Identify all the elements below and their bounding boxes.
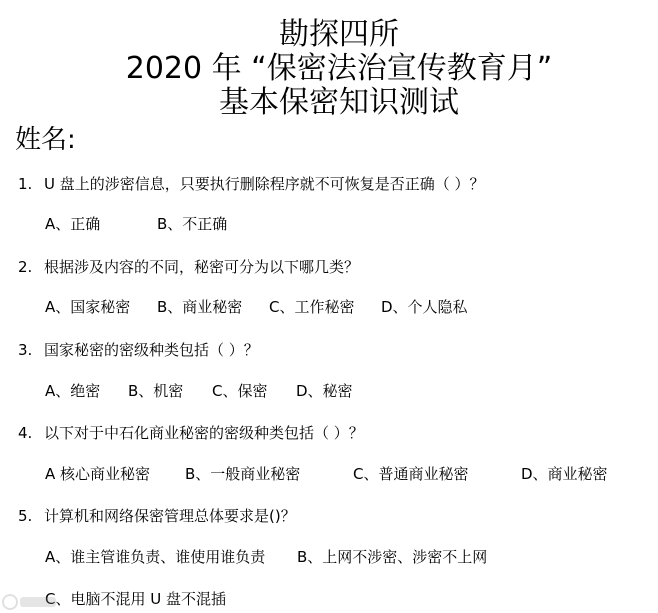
question-4: [18, 423, 364, 443]
watermark-logo: [0, 590, 60, 613]
option: A、绝密: [45, 382, 101, 400]
title-line-3: 基本保密知识测试: [219, 85, 459, 120]
option: C、工作秘密: [269, 298, 355, 316]
option: B、一般商业秘密: [185, 465, 301, 483]
question-3: [18, 340, 259, 360]
question-text: 以下对于中石化商业秘密的密级种类包括（ ）？: [44, 424, 364, 442]
title-line-2: 2020 年 “保密法治宣传教育月”: [125, 51, 553, 86]
option: C、普通商业秘密: [353, 465, 469, 483]
question-number: 2.: [18, 258, 33, 276]
option: A、谁主管谁负责、谁使用谁负责: [45, 548, 266, 566]
option: D、秘密: [296, 382, 353, 400]
option: B、机密: [128, 382, 184, 400]
question-text: 根据涉及内容的不同，秘密可分为以下哪几类？: [44, 258, 360, 276]
question-1: [18, 174, 485, 194]
option: C、电脑不混用 U 盘不混插: [45, 590, 226, 608]
option: A、正确: [45, 215, 101, 233]
question-number: 4.: [18, 424, 33, 442]
option: A、国家秘密: [45, 298, 131, 316]
option: B、商业秘密: [157, 298, 243, 316]
question-number: 5.: [18, 507, 33, 525]
option: D、商业秘密: [521, 465, 608, 483]
option: D、个人隐私: [381, 298, 468, 316]
option: B、不正确: [157, 215, 228, 233]
option: A 核心商业秘密: [45, 465, 151, 483]
option: C、保密: [212, 382, 268, 400]
name-label: 姓名:: [15, 125, 76, 155]
option: B、上网不涉密、涉密不上网: [297, 548, 488, 566]
question-number: 3.: [18, 341, 33, 359]
title-line-1: 勘探四所: [279, 17, 399, 52]
question-5: [18, 506, 296, 526]
question-text: 国家秘密的密级种类包括（ ）？: [44, 341, 259, 359]
question-text: U 盘上的涉密信息，只要执行删除程序就不可恢复是否正确（ ）？: [44, 175, 485, 193]
question-2: [18, 257, 359, 277]
question-text: 计算机和网络保密管理总体要求是()？: [44, 507, 296, 525]
question-number: 1.: [18, 175, 33, 193]
document-title: [0, 18, 658, 120]
